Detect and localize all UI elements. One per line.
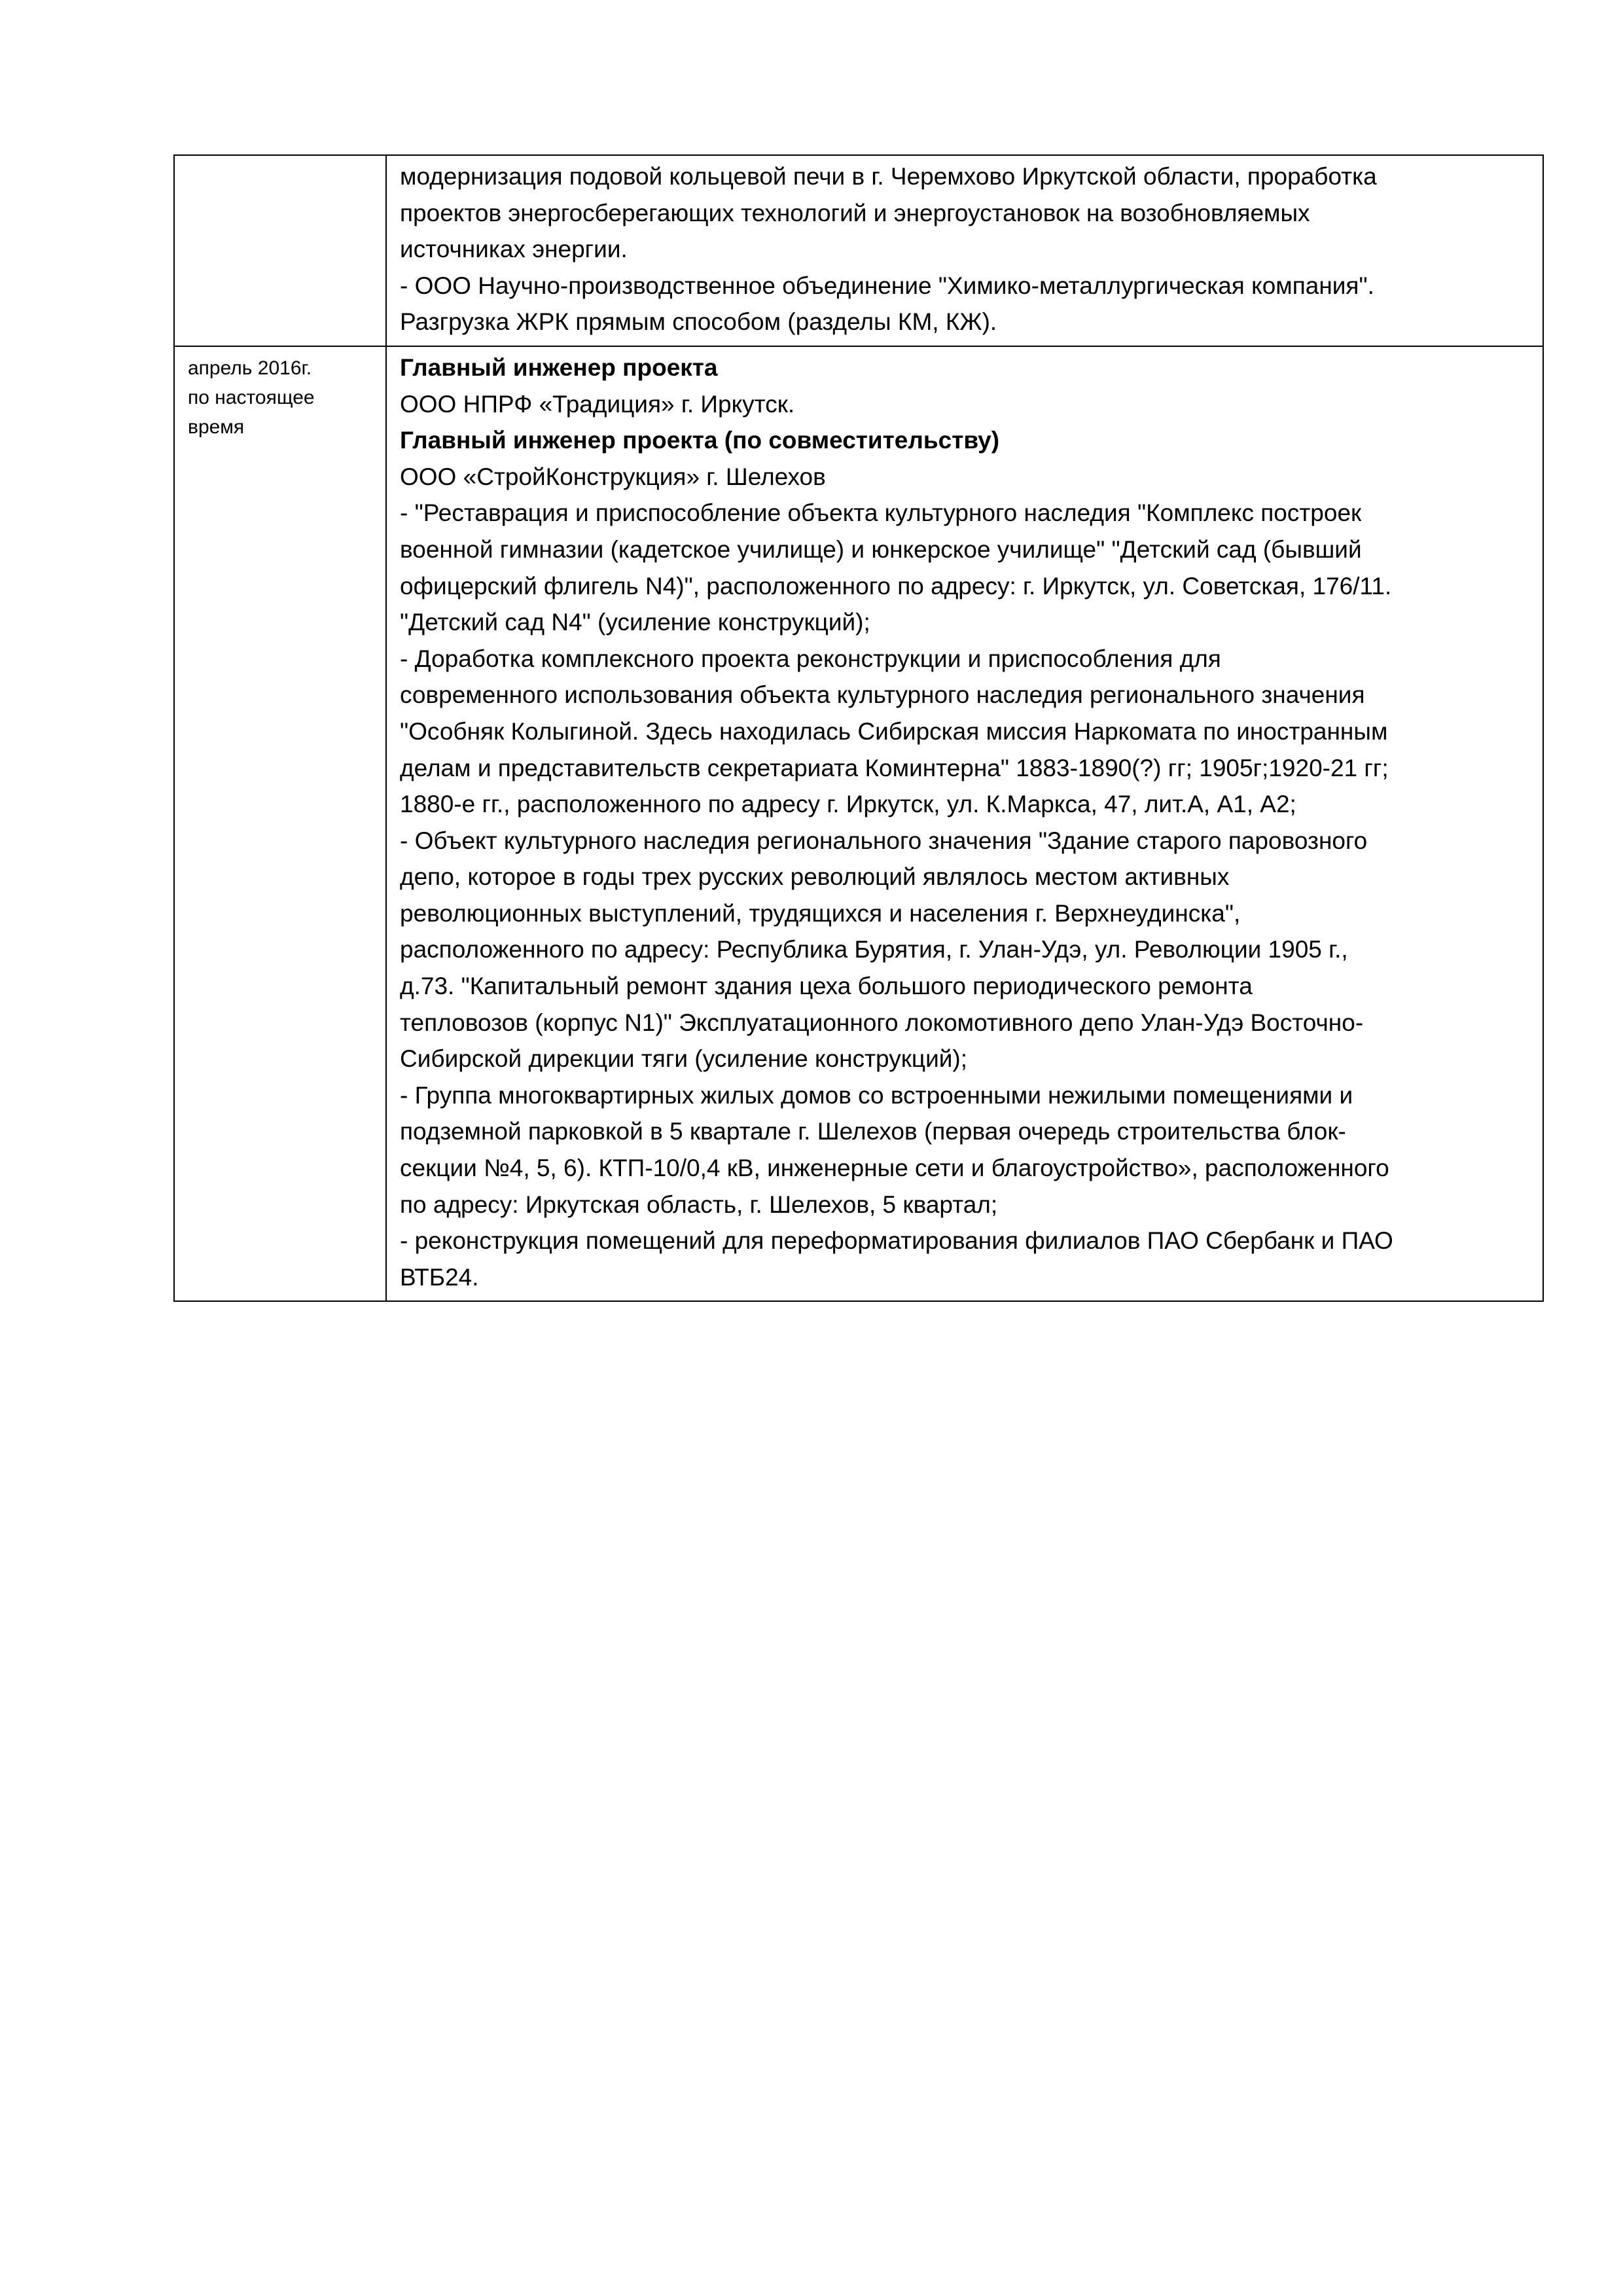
description-line: - Группа многоквартирных жилых домов со встроенными нежилыми помещениями и <box>400 1081 1353 1109</box>
date-cell <box>174 155 386 346</box>
description-line: современного использования объекта культурного наследия регионального значения <box>400 681 1365 709</box>
date-cell <box>174 346 386 1301</box>
description-line: ВТБ24. <box>400 1263 479 1291</box>
experience-row <box>174 346 1543 1301</box>
position-title: Главный инженер проекта <box>400 353 718 381</box>
description-line: "Детский сад N4" (усиление конструкций); <box>400 609 870 636</box>
position-title: Главный инженер проекта (по совместительству) <box>400 427 1000 454</box>
description-text <box>387 347 1543 1300</box>
description-line: расположенного по адресу: Республика Бурятия, г. Улан-Удэ, ул. Революции 1905 г., <box>400 936 1348 963</box>
description-line: военной гимназии (кадетское училище) и юнкерское училище" "Детский сад (бывший <box>400 535 1362 563</box>
description-line: проектов энергосберегающих технологий и энергоустановок на возобновляемых <box>400 199 1310 226</box>
description-cell <box>386 155 1543 346</box>
description-line: по адресу: Иркутская область, г. Шелехов, 5 квартал; <box>400 1191 998 1218</box>
description-line: 1880-е гг., расположенного по адресу г. Иркутск, ул. К.Маркса, 47, лит.А, А1, А2; <box>400 791 1296 818</box>
description-cell <box>386 346 1543 1301</box>
description-line: - ООО Научно-производственное объединение "Химико-металлургическая компания". <box>400 272 1374 299</box>
date-text: апрель 2016г. по настоящее время <box>188 357 315 438</box>
description-line: тепловозов (корпус N1)" Эксплуатационного локомотивного депо Улан-Удэ Восточно- <box>400 1009 1364 1036</box>
description-line: - реконструкция помещений для переформатирования филиалов ПАО Сбербанк и ПАО <box>400 1227 1393 1255</box>
description-line: депо, которое в годы трех русских революций являлось местом активных <box>400 863 1230 891</box>
description-line: Сибирской дирекции тяги (усиление конструкций); <box>400 1045 968 1073</box>
description-line: революционных выступлений, трудящихся и населения г. Верхнеудинска", <box>400 899 1241 927</box>
description-line: делам и представительств секретариата Коминтерна" 1883-1890(?) гг; 1905г;1920-21 гг; <box>400 754 1389 781</box>
description-line: - "Реставрация и приспособление объекта культурного наследия "Комплекс построек <box>400 499 1362 527</box>
description-line: д.73. "Капитальный ремонт здания цеха большого периодического ремонта <box>400 973 1253 1000</box>
description-line: подземной парковкой в 5 квартале г. Шелехов (первая очередь строительства блок- <box>400 1118 1346 1145</box>
employer-line: ООО «СтройКонструкция» г. Шелехов <box>400 463 826 490</box>
description-line: секции №4, 5, 6). КТП-10/0,4 кВ, инженерные сети и благоустройство», расположенного <box>400 1155 1389 1182</box>
experience-table <box>173 154 1544 1302</box>
description-line: Разгрузка ЖРК прямым способом (разделы КМ, КЖ). <box>400 308 997 336</box>
experience-row <box>174 155 1543 346</box>
description-line: источниках энергии. <box>400 236 628 263</box>
experience-table-body <box>174 155 1543 1301</box>
date-text <box>175 156 385 166</box>
description-line: "Особняк Колыгиной. Здесь находилась Сибирская миссия Наркомата по иностранным <box>400 717 1388 745</box>
description-line: офицерский флигель N4)", расположенного по адресу: г. Иркутск, ул. Советская, 176/11. <box>400 572 1392 600</box>
employer-line: ООО НПРФ «Традиция» г. Иркутск. <box>400 390 795 418</box>
description-text <box>387 156 1543 346</box>
description-line: - Доработка комплексного проекта реконструкции и приспособления для <box>400 645 1221 672</box>
description-line: модернизация подовой кольцевой печи в г. Черемхово Иркутской области, проработка <box>400 163 1377 190</box>
description-line: - Объект культурного наследия регионального значения "Здание старого паровозного <box>400 827 1368 854</box>
